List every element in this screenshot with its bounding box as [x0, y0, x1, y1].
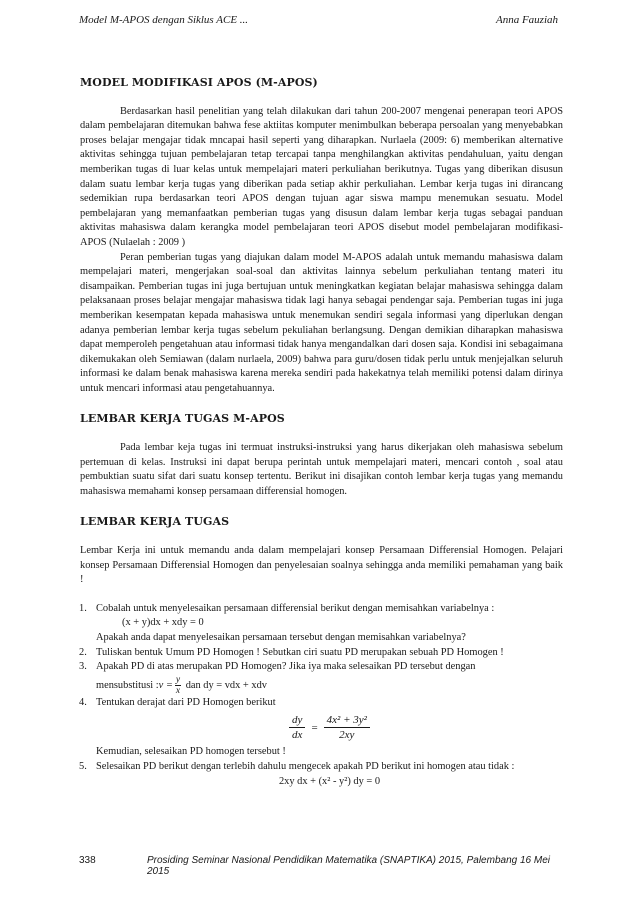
equation: (x + y)dx + xdy = 0: [122, 617, 204, 629]
running-header-author: Anna Fauziah: [495, 14, 558, 26]
page-body: [80, 76, 563, 789]
worksheet-intro: Lembar Kerja ini untuk memandu anda dalam mempelajari konsep Persamaan Differensial Homogen. Pelajari konsep Persamaan Differensial Homogen dan penyelesaian soalnya sehingga anda memiliki pemahaman yang baik !: [80, 545, 563, 586]
task-text: Tuliskan bentuk Umum PD Homogen ! Sebutkan ciri suatu PD merupakan sebuah PD Homogen !: [96, 646, 504, 658]
section-heading-lembar-kerja-tugas: LEMBAR KERJA TUGAS: [80, 515, 230, 529]
task-text: Cobalah untuk menyelesaikan persamaan differensial berikut dengan memisahkan variabelnya :: [96, 602, 495, 614]
section-heading-lembar-kerja-m-apos: LEMBAR KERJA TUGAS M-APOS: [80, 412, 285, 426]
list-item: 4. Tentukan derajat dari PD Homogen berikut $\frac{dy}{dx}$ = $\frac{\text{4x² + 3y²}}{2xy}$ Kemudian, selesaikan PD homogen tersebut !: [80, 696, 563, 760]
task-question: Kemudian, selesaikan PD homogen tersebut !: [96, 746, 286, 758]
paragraph: Berdasarkan hasil penelitian yang telah dilakukan dari tahun 200-2007 mengenai penerapan teori APOS dalam pembelajaran ditemukan bahwa fese aktiitas komputer menimbulkan beberapa persoalan yang menyebabkan proses belajar mengajar tidak mncapai hasil seperti yang diharapkan. Nurlaela (2009: 6) memberikan alternative aktivitas sehingga tujuan pembelajaran tetap tercapai tanpa menghilangkan aktivitas pendahuluan, yaitu dengan memberikan tugas di luar kelas untuk mempelajari materi perkuliahan berikutnya. Tugas yang diberikan disusun dalam suatu lembar kerja tugas yang diberikan pada setiap akhir perkuliahan. Lembar kerja tugas ini dirancang sedemikian rupa berdasarkan teori APOS dengan tujuan agar siswa mampu menemukan sesuatu. Model pembelajaran yang memanfaatkan pemberian tugas yang disusun dalam lembar kerja tugas sebagai panduan aktivitas mahasiswa dalam kerangka model pembelajaran teori APOS disebut model pembelajaran modifikasi-APOS (Nulaelah : 2009 ): [80, 105, 563, 248]
list-item: 5. Selesaikan PD berikut dengan terlebih dahulu mengecek apakah PD berikut ini homogen atau tidak : 2xy dx + (x² - y²) dy = 0: [80, 760, 563, 789]
substitution-line: mensubstitusi :v = $\frac{y}{x}$ dan dy = vdx + xdv: [96, 674, 267, 696]
task-question: Apakah anda dapat menyelesaikan persamaan tersebut dengan memisahkan variabelnya?: [96, 632, 466, 643]
paragraph: Pada lembar keja tugas ini termuat instruksi-instruksi yang harus dikerjakan oleh mahasiswa sebelum pertemuan di kelas. Instruksi ini dapat berupa perintah untuk mempelajari materi, mencari contoh , soal atau pembuktian suatu sifat dari suatu konsep tertentu. Berikut ini disajikan contoh lembar kerja tugas yang memandu mahasiswa memahami konsep persamaan differensial homogen.: [80, 442, 563, 497]
running-header-title: Model M-APOS dengan Siklus ACE ...: [79, 14, 249, 26]
list-item: 1. Cobalah untuk menyelesaikan persamaan differensial berikut dengan memisahkan variabelnya : (x + y)dx + xdy = 0 Apakah anda dapat menyelesaikan persamaan tersebut dengan memisahkan variabelnya?: [80, 602, 563, 646]
task-text: Selesaikan PD berikut dengan terlebih dahulu mengecek apakah PD berikut ini homogen atau tidak :: [96, 760, 515, 772]
paragraph: Peran pemberian tugas yang diajukan dalam model M-APOS adalah untuk memandu mahasiswa dalam mempelajari materi, mengerjakan soal-soal dan aktivitas lainnya sebelum perkuliahan tentang materi itu disampaikan. Pemberian tugas ini juga bertujuan untuk meningkatkan kegiatan belajar mahasiswa sehingga dalam pelaksanaan proses belajar mengajar mahasiswa tidak lagi hanya sebagai pendengar saja. Pemberian tugas ini juga memberikan kesempatan kepada mahasiswa untuk menemukan sendiri segala informasi yang diperlukan dengan adanya pemberian lembar kerja tugas sebelum pekuliahan berlangsung. Dengan demikian diharapkan mahasiswa dapat memperoleh pengetahuan atau informasi tidak hanya mengandalkan dari dosen saja. Kondisi ini sebagaimana dikemukakan oleh Semiawan (dalam nurlaela, 2009) bahwa para guru/dosen tidak perlu untuk menjejalkan seluruh informasi ke dalam benak mahasiswa karena mereka sendiri pada hakekatnya telah memiliki potensi dalam dirinya untuk mencari informasi atau pengetahuannya.: [80, 251, 563, 394]
task-text: Apakah PD di atas merupakan PD Homogen? Jika iya maka selesaikan PD tersebut dengan: [96, 661, 476, 673]
fraction: $\frac{y}{x}$: [175, 674, 181, 696]
page-number: 338: [79, 855, 96, 866]
conference-citation: Prosiding Seminar Nasional Pendidikan Matematika (SNAPTIKA) 2015, Palembang 16 Mei 2015: [147, 855, 550, 877]
task-text: Tentukan derajat dari PD Homogen berikut: [96, 696, 276, 708]
list-item: 3. Apakah PD di atas merupakan PD Homogen? Jika iya maka selesaikan PD tersebut dengan mensubstitusi :v = $\frac{y}{x}$ dan dy = vdx + xdv: [80, 660, 563, 696]
worksheet-task-list: [80, 602, 563, 789]
equation: $\frac{dy}{dx}$ = $\frac{\text{4x² + 3y²}}{2xy}$: [96, 713, 563, 742]
section-heading-m-apos: MODEL MODIFIKASI APOS (M-APOS): [80, 76, 318, 89]
equation: 2xy dx + (x² - y²) dy = 0: [278, 775, 381, 787]
list-item: 2. Tuliskan bentuk Umum PD Homogen ! Sebutkan ciri suatu PD merupakan sebuah PD Homogen !: [79, 646, 504, 658]
